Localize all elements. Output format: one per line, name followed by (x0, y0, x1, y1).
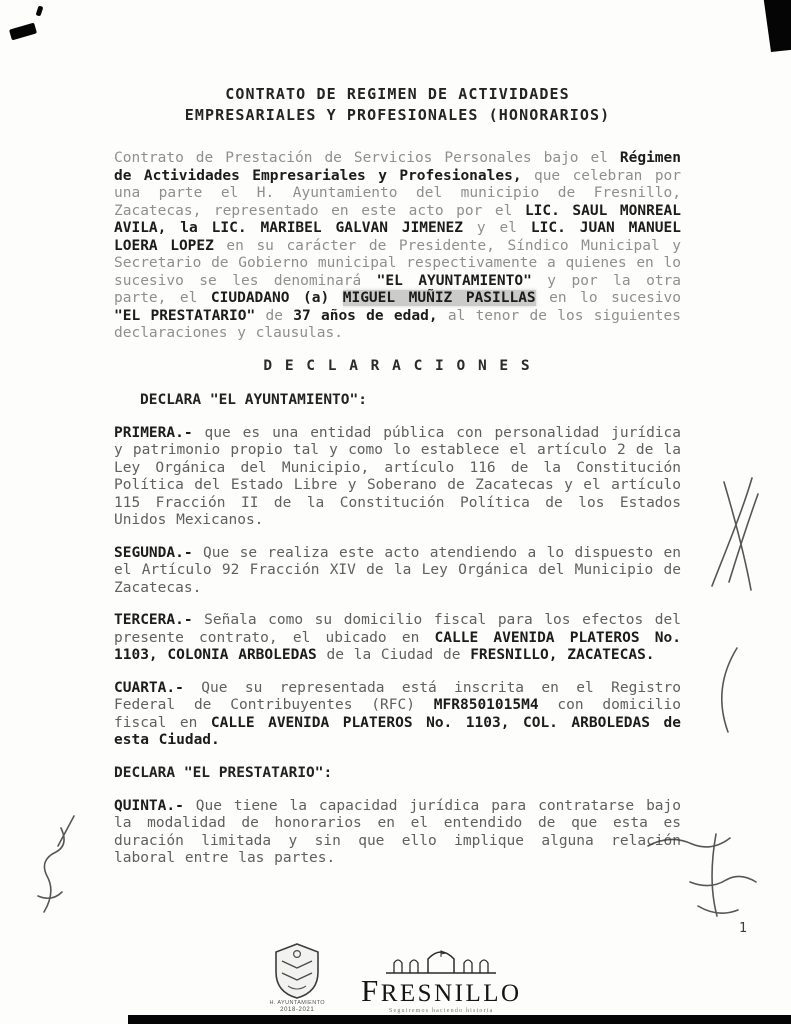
seal-caption: H. AYUNTAMIENTO (269, 1000, 325, 1007)
clause-primera-text: que es una entidad pública con personalidad jurídica y patrimonio propio tal y como lo establece el artículo 2 de la Ley Orgánica del Municipio, artículo 116 de la Constitución Política del Estado Libre y Soberano de Zacatecas y el artículo 115 Fracción II de la Constitución Política de los Estados Unidos Mexicanos. (114, 424, 681, 528)
declaraciones-heading: D E C L A R A C I O N E S (263, 357, 532, 374)
clause-tercera (114, 612, 681, 665)
declara-prestatario-line: DECLARA "EL PRESTATARIO": (114, 764, 333, 781)
fresnillo-tagline: Seguiremos haciendo historia (388, 1008, 494, 1014)
clause-primera-label: PRIMERA.- (114, 424, 193, 441)
handwritten-mark-left-curl (38, 892, 62, 898)
fresnillo-building-icon (382, 949, 500, 975)
clause-quinta-text: Que tiene la capacidad jurídica para contratarse bajo la modalidad de honorarios en el entendido de que esta es duración limitada y sin que ello implique alguna relación laboral entre las partes. (114, 797, 681, 866)
clause-cuarta-label: CUARTA.- (114, 679, 184, 696)
clause-segunda (114, 545, 681, 598)
municipal-seal-icon (274, 942, 320, 1000)
document-title (114, 84, 681, 126)
clause-primera (114, 425, 681, 530)
declara-ayuntamiento-line: DECLARA "EL AYUNTAMIENTO": (140, 391, 367, 408)
clause-segunda-label: SEGUNDA.- (114, 544, 193, 561)
page-number: 1 (738, 920, 747, 936)
seal-years: 2018-2021 (280, 1006, 315, 1013)
fresnillo-wordmark: FRESNILLO (360, 973, 522, 1008)
clause-segunda-text: Que se realiza este acto atendiendo a lo dispuesto en el Artículo 92 Fracción XIV de la Ley Orgánica del Municipio de Zacatecas. (114, 544, 681, 596)
clause-tercera-text: Señala como su domicilio fiscal para los efectos del presente contrato, el ubicado en CALLE AVENIDA PLATEROS No. 1103, COLONIA ARBOLEDAS de la Ciudad de FRESNILLO, ZACATECAS. (114, 612, 681, 663)
title-line-1: CONTRATO DE REGIMEN DE ACTIVIDADES (225, 85, 570, 103)
intro-paragraph: Contrato de Prestación de Servicios Personales bajo el Régimen de Actividades Empresariales y Profesionales, que celebran por una parte el H. Ayuntamiento del municipio de Fresnillo, Zacatecas, representado en este acto por el LIC. SAUL MONREAL AVILA, la LIC. MARIBEL GALVAN JIMENEZ y el LIC. JUAN MANUEL LOERA LOPEZ en su carácter de Presidente, Síndico Municipal y Secretario de Gobierno municipal respectivamente a quienes en lo sucesivo se les denominará "EL AYUNTAMIENTO" y por la otra parte, el CIUDADANO (a) MIGUEL MUÑIZ PASILLAS en lo sucesivo "EL PRESTATARIO" de 37 años de edad, al tenor de los siguientes declaraciones y clausulas. (114, 150, 682, 341)
title-line-2: EMPRESARIALES Y PROFESIONALES (HONORARIOS) (184, 106, 611, 124)
clause-tercera-label: TERCERA.- (114, 612, 193, 628)
clause-cuarta-text: Que su representada está inscrita en el Registro Federal de Contribuyentes (RFC) MFR8501015M4 con domicilio fiscal en CALLE AVENIDA PLATEROS No. 1103, COL. ARBOLEDAS de esta Ciudad. (114, 679, 681, 748)
municipal-seal (269, 942, 325, 1014)
clause-quinta-label: QUINTA.- (114, 797, 184, 814)
page-footer (0, 918, 791, 1024)
fresnillo-logo (361, 949, 522, 1014)
clause-cuarta (114, 680, 681, 750)
handwritten-mark-right-squiggle3 (698, 906, 738, 913)
clause-quinta (114, 798, 681, 868)
